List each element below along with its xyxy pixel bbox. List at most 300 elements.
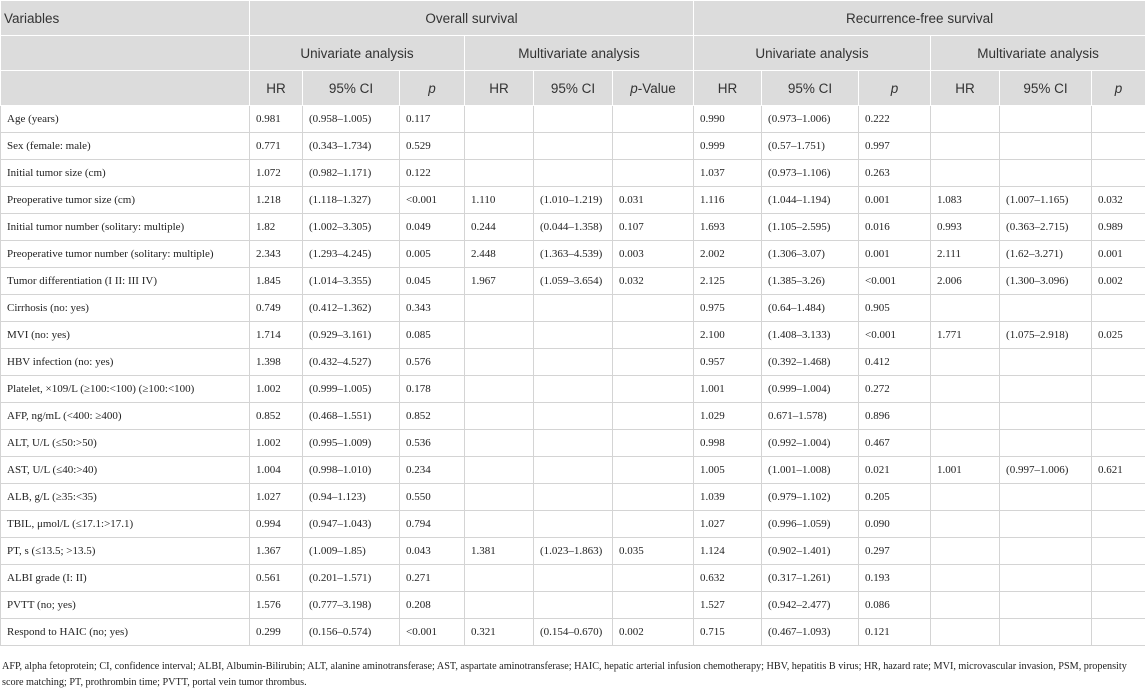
rfs-multi-hr-cell bbox=[931, 295, 1000, 322]
rfs-uni-p-cell: 0.001 bbox=[859, 241, 931, 268]
rfs-multi-ci-cell bbox=[1000, 511, 1092, 538]
os-uni-ci-cell: (1.014–3.355) bbox=[303, 268, 400, 295]
os-multi-hr-cell bbox=[465, 511, 534, 538]
os-uni-hr-header: HR bbox=[250, 71, 303, 106]
os-multi-hr-cell bbox=[465, 457, 534, 484]
os-uni-p-cell: 0.852 bbox=[400, 403, 465, 430]
rfs-uni-p-cell: 0.896 bbox=[859, 403, 931, 430]
os-multi-ci-cell bbox=[534, 457, 613, 484]
rfs-multi-hr-cell: 1.001 bbox=[931, 457, 1000, 484]
rfs-uni-ci-cell: (1.105–2.595) bbox=[762, 214, 859, 241]
variable-cell: Preoperative tumor number (solitary: multiple) bbox=[1, 241, 250, 268]
rfs-uni-p-cell: 0.297 bbox=[859, 538, 931, 565]
os-uni-hr-cell: 0.994 bbox=[250, 511, 303, 538]
rfs-uni-hr-cell: 0.999 bbox=[694, 133, 762, 160]
rfs-multi-ci-cell: (1.300–3.096) bbox=[1000, 268, 1092, 295]
rfs-multi-ci-cell bbox=[1000, 619, 1092, 646]
os-uni-hr-cell: 1.576 bbox=[250, 592, 303, 619]
rfs-multi-hr-cell: 2.111 bbox=[931, 241, 1000, 268]
table-row bbox=[1, 133, 1145, 160]
os-multi-hr-cell bbox=[465, 376, 534, 403]
rfs-uni-ci-cell: (0.996–1.059) bbox=[762, 511, 859, 538]
rfs-multi-p-cell bbox=[1092, 430, 1145, 457]
os-multi-ci-cell: (0.044–1.358) bbox=[534, 214, 613, 241]
rfs-multi-hr-cell bbox=[931, 619, 1000, 646]
rfs-uni-hr-cell: 1.116 bbox=[694, 187, 762, 214]
os-uni-ci-cell: (0.94–1.123) bbox=[303, 484, 400, 511]
rfs-uni-hr-cell: 2.002 bbox=[694, 241, 762, 268]
os-uni-p-header bbox=[400, 71, 465, 106]
rfs-multi-ci-cell: (1.007–1.165) bbox=[1000, 187, 1092, 214]
rfs-uni-p-cell: 0.263 bbox=[859, 160, 931, 187]
table-row bbox=[1, 430, 1145, 457]
rfs-multi-p-cell: 0.621 bbox=[1092, 457, 1145, 484]
os-uni-ci-cell: (1.002–3.305) bbox=[303, 214, 400, 241]
rfs-uni-hr-cell: 0.998 bbox=[694, 430, 762, 457]
header-row-columns bbox=[1, 71, 1145, 106]
os-multi-ci-cell bbox=[534, 403, 613, 430]
rfs-uni-hr-cell: 0.957 bbox=[694, 349, 762, 376]
os-uni-ci-cell: (1.293–4.245) bbox=[303, 241, 400, 268]
rfs-multi-p-cell: 0.002 bbox=[1092, 268, 1145, 295]
variable-cell: Cirrhosis (no: yes) bbox=[1, 295, 250, 322]
rfs-multi-p-cell bbox=[1092, 565, 1145, 592]
rfs-uni-p-cell: 0.997 bbox=[859, 133, 931, 160]
variable-cell: Preoperative tumor size (cm) bbox=[1, 187, 250, 214]
rfs-multi-ci-cell: (0.363–2.715) bbox=[1000, 214, 1092, 241]
os-uni-p-cell: 0.005 bbox=[400, 241, 465, 268]
rfs-uni-p-cell: 0.205 bbox=[859, 484, 931, 511]
os-multi-p-header bbox=[613, 71, 694, 106]
rfs-multi-ci-cell bbox=[1000, 430, 1092, 457]
os-uni-hr-cell: 1.714 bbox=[250, 322, 303, 349]
rfs-uni-p-cell: 0.090 bbox=[859, 511, 931, 538]
rfs-multi-p-cell bbox=[1092, 619, 1145, 646]
rfs-uni-ci-cell: (1.044–1.194) bbox=[762, 187, 859, 214]
rfs-multi-ci-cell: (1.075–2.918) bbox=[1000, 322, 1092, 349]
os-uni-hr-cell: 0.981 bbox=[250, 106, 303, 133]
os-multi-hr-cell: 1.381 bbox=[465, 538, 534, 565]
p-label: p bbox=[428, 80, 436, 96]
rfs-multi-ci-cell: (0.997–1.006) bbox=[1000, 457, 1092, 484]
os-multi-ci-cell bbox=[534, 592, 613, 619]
rfs-uni-hr-cell: 0.990 bbox=[694, 106, 762, 133]
rfs-uni-hr-cell: 1.037 bbox=[694, 160, 762, 187]
rfs-uni-ci-cell: (0.392–1.468) bbox=[762, 349, 859, 376]
rfs-uni-p-cell: 0.021 bbox=[859, 457, 931, 484]
os-multi-p-cell bbox=[613, 160, 694, 187]
table-row bbox=[1, 403, 1145, 430]
os-multi-ci-cell bbox=[534, 565, 613, 592]
rfs-multi-hr-cell bbox=[931, 349, 1000, 376]
rfs-uni-ci-cell: (1.385–3.26) bbox=[762, 268, 859, 295]
rfs-multi-p-cell bbox=[1092, 403, 1145, 430]
p-label: p bbox=[890, 80, 899, 96]
rfs-multi-p-cell bbox=[1092, 376, 1145, 403]
os-uni-ci-cell: (0.995–1.009) bbox=[303, 430, 400, 457]
os-uni-ci-cell: (0.777–3.198) bbox=[303, 592, 400, 619]
os-uni-hr-cell: 1.002 bbox=[250, 430, 303, 457]
rfs-multi-ci-cell bbox=[1000, 403, 1092, 430]
rfs-multi-ci-cell bbox=[1000, 160, 1092, 187]
rfs-uni-hr-cell: 2.125 bbox=[694, 268, 762, 295]
variable-cell: HBV infection (no: yes) bbox=[1, 349, 250, 376]
variable-cell: PVTT (no; yes) bbox=[1, 592, 250, 619]
os-uni-hr-cell: 0.299 bbox=[250, 619, 303, 646]
os-multi-hr-cell bbox=[465, 565, 534, 592]
os-multi-p-cell: 0.002 bbox=[613, 619, 694, 646]
rfs-multi-hr-cell bbox=[931, 511, 1000, 538]
rfs-uni-hr-cell: 1.039 bbox=[694, 484, 762, 511]
os-uni-ci-cell: (0.929–3.161) bbox=[303, 322, 400, 349]
table-row bbox=[1, 214, 1145, 241]
os-uni-p-cell: 0.043 bbox=[400, 538, 465, 565]
rfs-multi-p-cell bbox=[1092, 511, 1145, 538]
rfs-uni-ci-cell: (1.408–3.133) bbox=[762, 322, 859, 349]
os-uni-ci-header: 95% CI bbox=[303, 71, 400, 106]
os-multi-p-cell bbox=[613, 295, 694, 322]
rfs-uni-p-header bbox=[859, 71, 931, 106]
rfs-uni-hr-cell: 0.632 bbox=[694, 565, 762, 592]
rfs-multi-hr-cell: 2.006 bbox=[931, 268, 1000, 295]
overall-survival-header: Overall survival bbox=[250, 1, 694, 36]
os-multi-p-cell bbox=[613, 565, 694, 592]
os-multi-p-cell bbox=[613, 457, 694, 484]
rfs-uni-hr-cell: 0.975 bbox=[694, 295, 762, 322]
rfs-uni-ci-cell: (0.902–1.401) bbox=[762, 538, 859, 565]
table-row bbox=[1, 538, 1145, 565]
variable-cell: Tumor differentiation (I II: III IV) bbox=[1, 268, 250, 295]
os-uni-hr-cell: 1.398 bbox=[250, 349, 303, 376]
os-uni-p-cell: 0.794 bbox=[400, 511, 465, 538]
os-multi-hr-header: HR bbox=[465, 71, 534, 106]
rfs-uni-ci-cell: (0.317–1.261) bbox=[762, 565, 859, 592]
os-multi-p-cell bbox=[613, 430, 694, 457]
rfs-uni-ci-cell: (0.973–1.106) bbox=[762, 160, 859, 187]
os-uni-p-cell: 0.343 bbox=[400, 295, 465, 322]
rfs-multi-p-cell bbox=[1092, 295, 1145, 322]
rfs-uni-ci-cell: (1.306–3.07) bbox=[762, 241, 859, 268]
os-uni-ci-cell: (0.156–0.574) bbox=[303, 619, 400, 646]
os-multi-p-cell bbox=[613, 376, 694, 403]
rfs-multi-hr-cell: 1.083 bbox=[931, 187, 1000, 214]
rfs-uni-p-cell: 0.121 bbox=[859, 619, 931, 646]
rfs-multi-p-cell bbox=[1092, 538, 1145, 565]
os-uni-p-cell: 0.208 bbox=[400, 592, 465, 619]
os-multi-ci-cell: (1.023–1.863) bbox=[534, 538, 613, 565]
table-row bbox=[1, 106, 1145, 133]
os-multi-hr-cell bbox=[465, 106, 534, 133]
os-multi-p-cell bbox=[613, 106, 694, 133]
rfs-uni-hr-cell: 2.100 bbox=[694, 322, 762, 349]
recurrence-free-survival-header: Recurrence-free survival bbox=[694, 1, 1145, 36]
os-uni-p-cell: 0.122 bbox=[400, 160, 465, 187]
os-multivariate-header: Multivariate analysis bbox=[465, 36, 694, 71]
os-uni-ci-cell: (1.118–1.327) bbox=[303, 187, 400, 214]
rfs-uni-hr-cell: 1.027 bbox=[694, 511, 762, 538]
rfs-uni-p-cell: 0.272 bbox=[859, 376, 931, 403]
variable-cell: Age (years) bbox=[1, 106, 250, 133]
os-multi-ci-cell: (1.059–3.654) bbox=[534, 268, 613, 295]
os-multi-ci-cell: (1.363–4.539) bbox=[534, 241, 613, 268]
os-uni-p-cell: 0.085 bbox=[400, 322, 465, 349]
variable-cell: ALB, g/L (≥35:<35) bbox=[1, 484, 250, 511]
rfs-multi-p-cell: 0.025 bbox=[1092, 322, 1145, 349]
header-row-groups bbox=[1, 1, 1145, 36]
rfs-multi-p-cell bbox=[1092, 592, 1145, 619]
rfs-multi-ci-cell bbox=[1000, 565, 1092, 592]
rfs-uni-hr-cell: 1.693 bbox=[694, 214, 762, 241]
rfs-uni-ci-cell: (0.979–1.102) bbox=[762, 484, 859, 511]
os-multi-ci-cell: (0.154–0.670) bbox=[534, 619, 613, 646]
os-multi-hr-cell: 2.448 bbox=[465, 241, 534, 268]
os-uni-p-cell: <0.001 bbox=[400, 187, 465, 214]
os-multi-ci-cell bbox=[534, 376, 613, 403]
os-uni-ci-cell: (0.468–1.551) bbox=[303, 403, 400, 430]
rfs-multi-hr-cell bbox=[931, 106, 1000, 133]
table-row bbox=[1, 241, 1145, 268]
rfs-uni-p-cell: 0.016 bbox=[859, 214, 931, 241]
rfs-uni-ci-header: 95% CI bbox=[762, 71, 859, 106]
rfs-uni-ci-cell: (0.467–1.093) bbox=[762, 619, 859, 646]
rfs-uni-ci-cell: 0.671–1.578) bbox=[762, 403, 859, 430]
rfs-multi-p-cell bbox=[1092, 349, 1145, 376]
rfs-multi-p-cell: 0.989 bbox=[1092, 214, 1145, 241]
rfs-uni-ci-cell: (0.64–1.484) bbox=[762, 295, 859, 322]
rfs-multi-ci-cell bbox=[1000, 133, 1092, 160]
os-uni-hr-cell: 1.82 bbox=[250, 214, 303, 241]
rfs-multi-p-cell: 0.001 bbox=[1092, 241, 1145, 268]
rfs-uni-p-cell: 0.222 bbox=[859, 106, 931, 133]
os-uni-hr-cell: 1.218 bbox=[250, 187, 303, 214]
rfs-uni-ci-cell: (0.942–2.477) bbox=[762, 592, 859, 619]
table-row bbox=[1, 619, 1145, 646]
os-multi-hr-cell bbox=[465, 484, 534, 511]
os-multi-hr-cell bbox=[465, 349, 534, 376]
os-multi-p-cell: 0.032 bbox=[613, 268, 694, 295]
rfs-multi-hr-cell bbox=[931, 403, 1000, 430]
rfs-multi-hr-cell: 0.993 bbox=[931, 214, 1000, 241]
rfs-uni-hr-cell: 1.527 bbox=[694, 592, 762, 619]
os-multi-hr-cell bbox=[465, 133, 534, 160]
os-uni-ci-cell: (0.343–1.734) bbox=[303, 133, 400, 160]
os-multi-ci-cell bbox=[534, 133, 613, 160]
os-multi-ci-cell bbox=[534, 295, 613, 322]
rfs-uni-ci-cell: (0.999–1.004) bbox=[762, 376, 859, 403]
table-row bbox=[1, 376, 1145, 403]
rfs-multi-p-cell bbox=[1092, 160, 1145, 187]
os-multi-p-cell bbox=[613, 484, 694, 511]
table-row bbox=[1, 322, 1145, 349]
variable-cell: Platelet, ×109/L (≥100:<100) (≥100:<100) bbox=[1, 376, 250, 403]
rfs-multi-ci-cell bbox=[1000, 538, 1092, 565]
os-uni-p-cell: 0.234 bbox=[400, 457, 465, 484]
os-uni-p-cell: 0.045 bbox=[400, 268, 465, 295]
rfs-multi-ci-cell bbox=[1000, 295, 1092, 322]
os-multi-p-cell bbox=[613, 592, 694, 619]
os-uni-ci-cell: (0.999–1.005) bbox=[303, 376, 400, 403]
os-uni-hr-cell: 1.027 bbox=[250, 484, 303, 511]
rfs-multi-hr-cell bbox=[931, 484, 1000, 511]
rfs-uni-hr-cell: 1.001 bbox=[694, 376, 762, 403]
p-label: p bbox=[1114, 80, 1123, 96]
table-row bbox=[1, 484, 1145, 511]
rfs-multi-p-cell: 0.032 bbox=[1092, 187, 1145, 214]
rfs-multi-hr-cell bbox=[931, 538, 1000, 565]
table-body bbox=[1, 106, 1145, 646]
os-uni-hr-cell: 0.561 bbox=[250, 565, 303, 592]
os-uni-ci-cell: (1.009–1.85) bbox=[303, 538, 400, 565]
os-uni-ci-cell: (0.201–1.571) bbox=[303, 565, 400, 592]
os-uni-p-cell: <0.001 bbox=[400, 619, 465, 646]
os-multi-p-cell: 0.031 bbox=[613, 187, 694, 214]
rfs-uni-ci-cell: (0.57–1.751) bbox=[762, 133, 859, 160]
variable-cell: ALBI grade (I: II) bbox=[1, 565, 250, 592]
os-multi-hr-cell: 1.967 bbox=[465, 268, 534, 295]
os-multi-p-cell: 0.107 bbox=[613, 214, 694, 241]
rfs-multi-hr-cell bbox=[931, 160, 1000, 187]
rfs-multi-ci-cell bbox=[1000, 376, 1092, 403]
os-multi-p-cell: 0.035 bbox=[613, 538, 694, 565]
os-uni-p-cell: 0.049 bbox=[400, 214, 465, 241]
variable-cell: Sex (female: male) bbox=[1, 133, 250, 160]
os-uni-hr-cell: 0.771 bbox=[250, 133, 303, 160]
rfs-uni-p-cell: <0.001 bbox=[859, 322, 931, 349]
table-row bbox=[1, 511, 1145, 538]
header-blank bbox=[1, 71, 250, 106]
os-multi-ci-cell bbox=[534, 106, 613, 133]
rfs-multi-hr-cell: 1.771 bbox=[931, 322, 1000, 349]
rfs-multi-p-header bbox=[1092, 71, 1145, 106]
table-row bbox=[1, 295, 1145, 322]
rfs-uni-p-cell: 0.086 bbox=[859, 592, 931, 619]
rfs-multi-ci-header: 95% CI bbox=[1000, 71, 1092, 106]
table-row bbox=[1, 592, 1145, 619]
variable-cell: Initial tumor number (solitary: multiple) bbox=[1, 214, 250, 241]
variable-cell: PT, s (≤13.5; >13.5) bbox=[1, 538, 250, 565]
os-uni-hr-cell: 1.845 bbox=[250, 268, 303, 295]
os-multi-p-cell bbox=[613, 133, 694, 160]
os-multi-hr-cell: 0.244 bbox=[465, 214, 534, 241]
table-row bbox=[1, 565, 1145, 592]
rfs-multi-hr-cell bbox=[931, 430, 1000, 457]
rfs-uni-p-cell: 0.412 bbox=[859, 349, 931, 376]
variable-cell: Initial tumor size (cm) bbox=[1, 160, 250, 187]
header-blank bbox=[1, 36, 250, 71]
os-multi-p-cell: 0.003 bbox=[613, 241, 694, 268]
os-multi-hr-cell bbox=[465, 295, 534, 322]
os-multi-ci-cell bbox=[534, 322, 613, 349]
os-uni-hr-cell: 0.749 bbox=[250, 295, 303, 322]
rfs-uni-p-cell: <0.001 bbox=[859, 268, 931, 295]
os-uni-p-cell: 0.271 bbox=[400, 565, 465, 592]
os-uni-hr-cell: 1.072 bbox=[250, 160, 303, 187]
rfs-uni-hr-header: HR bbox=[694, 71, 762, 106]
os-multi-hr-cell: 0.321 bbox=[465, 619, 534, 646]
rfs-multi-ci-cell: (1.62–3.271) bbox=[1000, 241, 1092, 268]
rfs-uni-ci-cell: (0.973–1.006) bbox=[762, 106, 859, 133]
variables-header: Variables bbox=[1, 1, 250, 36]
rfs-multi-p-cell bbox=[1092, 484, 1145, 511]
os-multi-p-cell bbox=[613, 349, 694, 376]
os-uni-p-cell: 0.576 bbox=[400, 349, 465, 376]
os-uni-ci-cell: (0.958–1.005) bbox=[303, 106, 400, 133]
os-uni-hr-cell: 0.852 bbox=[250, 403, 303, 430]
os-uni-hr-cell: 1.002 bbox=[250, 376, 303, 403]
table-row bbox=[1, 349, 1145, 376]
variable-cell: Respond to HAIC (no; yes) bbox=[1, 619, 250, 646]
rfs-uni-p-cell: 0.905 bbox=[859, 295, 931, 322]
table-row bbox=[1, 268, 1145, 295]
rfs-multi-hr-cell bbox=[931, 133, 1000, 160]
rfs-multi-ci-cell bbox=[1000, 106, 1092, 133]
os-uni-hr-cell: 1.367 bbox=[250, 538, 303, 565]
rfs-uni-hr-cell: 1.029 bbox=[694, 403, 762, 430]
os-uni-hr-cell: 2.343 bbox=[250, 241, 303, 268]
os-multi-ci-header: 95% CI bbox=[534, 71, 613, 106]
os-multi-hr-cell bbox=[465, 322, 534, 349]
rfs-uni-p-cell: 0.467 bbox=[859, 430, 931, 457]
table-header bbox=[1, 1, 1145, 106]
os-uni-p-cell: 0.529 bbox=[400, 133, 465, 160]
os-multi-ci-cell bbox=[534, 484, 613, 511]
os-multi-ci-cell bbox=[534, 349, 613, 376]
p-label: p bbox=[630, 80, 638, 96]
os-multi-hr-cell bbox=[465, 403, 534, 430]
rfs-multi-hr-cell bbox=[931, 376, 1000, 403]
rfs-multi-hr-cell bbox=[931, 592, 1000, 619]
rfs-uni-ci-cell: (0.992–1.004) bbox=[762, 430, 859, 457]
header-row-analysis bbox=[1, 36, 1145, 71]
rfs-uni-hr-cell: 0.715 bbox=[694, 619, 762, 646]
os-multi-hr-cell bbox=[465, 430, 534, 457]
os-uni-ci-cell: (0.998–1.010) bbox=[303, 457, 400, 484]
rfs-multi-p-cell bbox=[1092, 133, 1145, 160]
rfs-uni-hr-cell: 1.005 bbox=[694, 457, 762, 484]
rfs-multivariate-header: Multivariate analysis bbox=[931, 36, 1145, 71]
os-uni-p-cell: 0.178 bbox=[400, 376, 465, 403]
rfs-multi-ci-cell bbox=[1000, 349, 1092, 376]
variable-cell: MVI (no: yes) bbox=[1, 322, 250, 349]
rfs-multi-hr-cell bbox=[931, 565, 1000, 592]
os-multi-p-cell bbox=[613, 403, 694, 430]
rfs-uni-ci-cell: (1.001–1.008) bbox=[762, 457, 859, 484]
os-multi-p-cell bbox=[613, 322, 694, 349]
variable-cell: AFP, ng/mL (<400: ≥400) bbox=[1, 403, 250, 430]
p-value-suffix: -Value bbox=[637, 80, 676, 96]
os-uni-ci-cell: (0.947–1.043) bbox=[303, 511, 400, 538]
variable-cell: ALT, U/L (≤50:>50) bbox=[1, 430, 250, 457]
os-multi-hr-cell bbox=[465, 592, 534, 619]
table-row bbox=[1, 187, 1145, 214]
rfs-multi-p-cell bbox=[1092, 106, 1145, 133]
os-uni-ci-cell: (0.982–1.171) bbox=[303, 160, 400, 187]
os-uni-hr-cell: 1.004 bbox=[250, 457, 303, 484]
rfs-multi-hr-header: HR bbox=[931, 71, 1000, 106]
os-multi-p-cell bbox=[613, 511, 694, 538]
os-uni-ci-cell: (0.432–4.527) bbox=[303, 349, 400, 376]
os-univariate-header: Univariate analysis bbox=[250, 36, 465, 71]
rfs-uni-p-cell: 0.001 bbox=[859, 187, 931, 214]
rfs-multi-ci-cell bbox=[1000, 484, 1092, 511]
table-row bbox=[1, 457, 1145, 484]
os-uni-ci-cell: (0.412–1.362) bbox=[303, 295, 400, 322]
os-multi-ci-cell: (1.010–1.219) bbox=[534, 187, 613, 214]
rfs-uni-p-cell: 0.193 bbox=[859, 565, 931, 592]
os-multi-ci-cell bbox=[534, 511, 613, 538]
os-uni-p-cell: 0.536 bbox=[400, 430, 465, 457]
os-multi-hr-cell: 1.110 bbox=[465, 187, 534, 214]
